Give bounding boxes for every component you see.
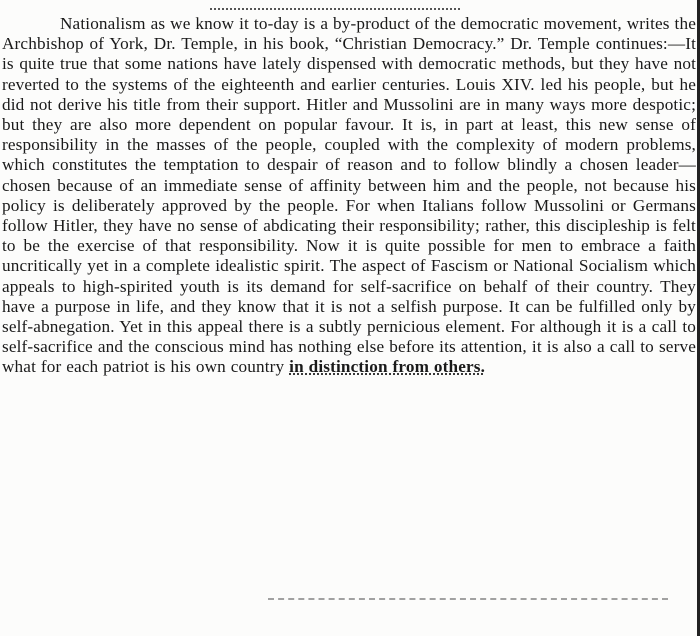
top-dotted-rule bbox=[210, 8, 460, 10]
article-body: Nationalism as we know it to-day is a by-product of the democratic movement, writes the Archbishop of York, Dr. Temple, in his book, “Christian Democracy.” Dr. Temple continues:—It is quite true that some nations have lately dispensed with democratic methods, but they have not reverted to the systems of the eighteenth and earlier centuries. Louis XIV. led his people, but he did not derive his title from their support. Hitler and Mussolini are in many ways more despotic; but they are also more dependent on popular favour. It is, in part at least, this new sense of responsibility in the masses of the people, coupled with the complexity of modern problems, which constitutes the temptation to despair of reason and to follow blindly a chosen leader—chosen because of an immediate sense of affinity between him and the people, not because his policy is deliberately approved by the people. For when Italians follow Mussolini or Germans follow Hitler, they have no sense of abdicating their responsibility; rather, this discipleship is felt to be the exercise of that responsibility. Now it is quite possible for men to embrace a faith uncritically yet in a complete idealistic spirit. The aspect of Fascism or National Socialism which appeals to high-spirited youth is its demand for self-sacrifice on behalf of their country. They have a purpose in life, and they know that it is not a selfish purpose. It can be fulfilled only by self-abnegation. Yet in this appeal there is a subtly pernicious element. For although it is a call to self-sacrifice and the conscious mind has nothing else before its attention, it is also a call to serve what for each patriot is his own country bbox=[2, 14, 696, 377]
article-text bbox=[2, 14, 696, 378]
print-smudge bbox=[268, 598, 668, 600]
article-last-line: in distinction from others. bbox=[289, 357, 486, 377]
